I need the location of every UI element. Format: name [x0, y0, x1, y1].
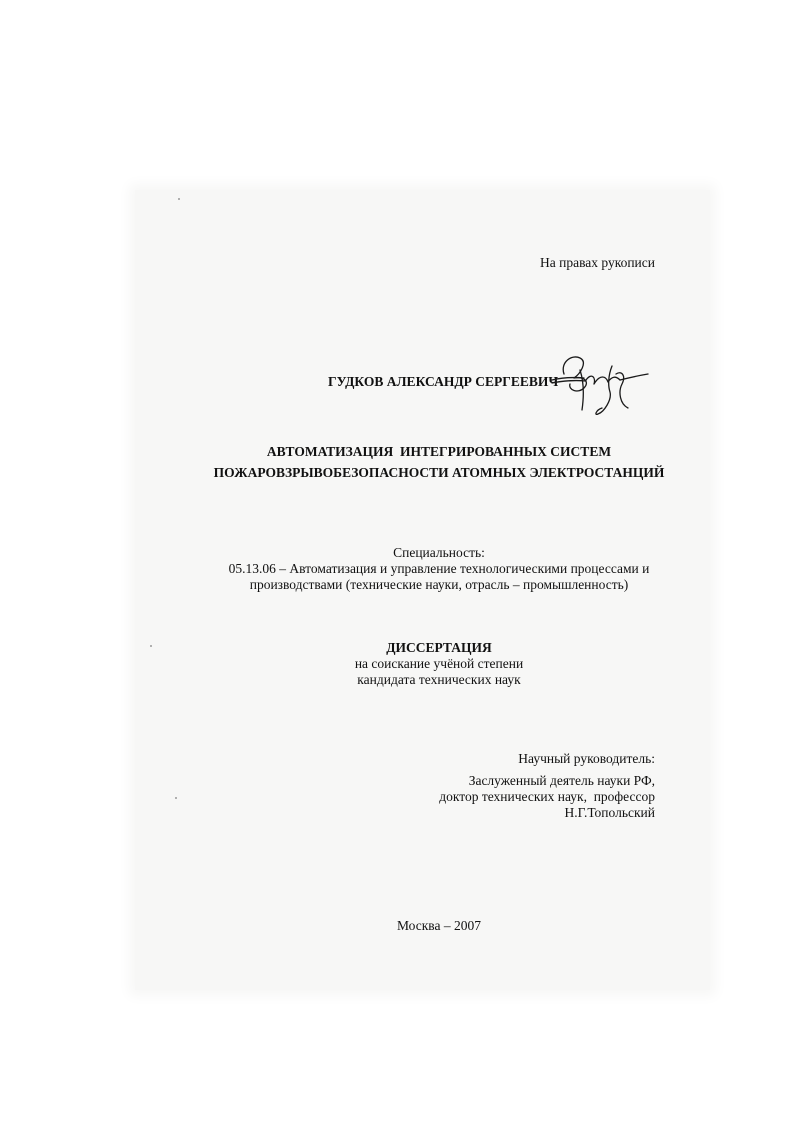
- city-year: Москва – 2007: [397, 918, 481, 933]
- dissertation-block: [0, 640, 795, 688]
- title-line-1: АВТОМАТИЗАЦИЯ ИНТЕГРИРОВАННЫХ СИСТЕМ: [266, 444, 612, 459]
- specialty-label: Специальность:: [393, 545, 485, 560]
- advisor-block: [439, 751, 655, 821]
- title-line-2: ПОЖАРОВЗРЫВОБЕЗОПАСНОСТИ АТОМНЫХ ЭЛЕКТРОСТАНЦИЙ: [213, 465, 665, 480]
- advisor-label: Научный руководитель:: [518, 751, 655, 766]
- specialty-block: [0, 545, 795, 593]
- degree-line-2: кандидата технических наук: [357, 672, 521, 687]
- advisor-line-2: доктор технических наук, профессор: [439, 789, 655, 804]
- handwritten-signature: [550, 352, 650, 420]
- dissertation-title: [0, 441, 795, 483]
- rights-note: На правах рукописи: [539, 255, 655, 270]
- scan-speck: [175, 797, 177, 799]
- scan-speck: [178, 198, 180, 200]
- author-name: ГУДКОВ АЛЕКСАНДР СЕРГЕЕВИЧ: [328, 374, 559, 389]
- specialty-line-2: производствами (технические науки, отрасль – промышленность): [249, 577, 629, 592]
- specialty-line-1: 05.13.06 – Автоматизация и управление технологическими процессами и: [228, 561, 650, 576]
- dissertation-heading: ДИССЕРТАЦИЯ: [386, 640, 492, 655]
- degree-line-1: на соискание учёной степени: [354, 656, 524, 671]
- advisor-name: Н.Г.Топольский: [564, 805, 655, 820]
- advisor-line-1: Заслуженный деятель науки РФ,: [468, 773, 655, 788]
- author-row: [320, 352, 650, 420]
